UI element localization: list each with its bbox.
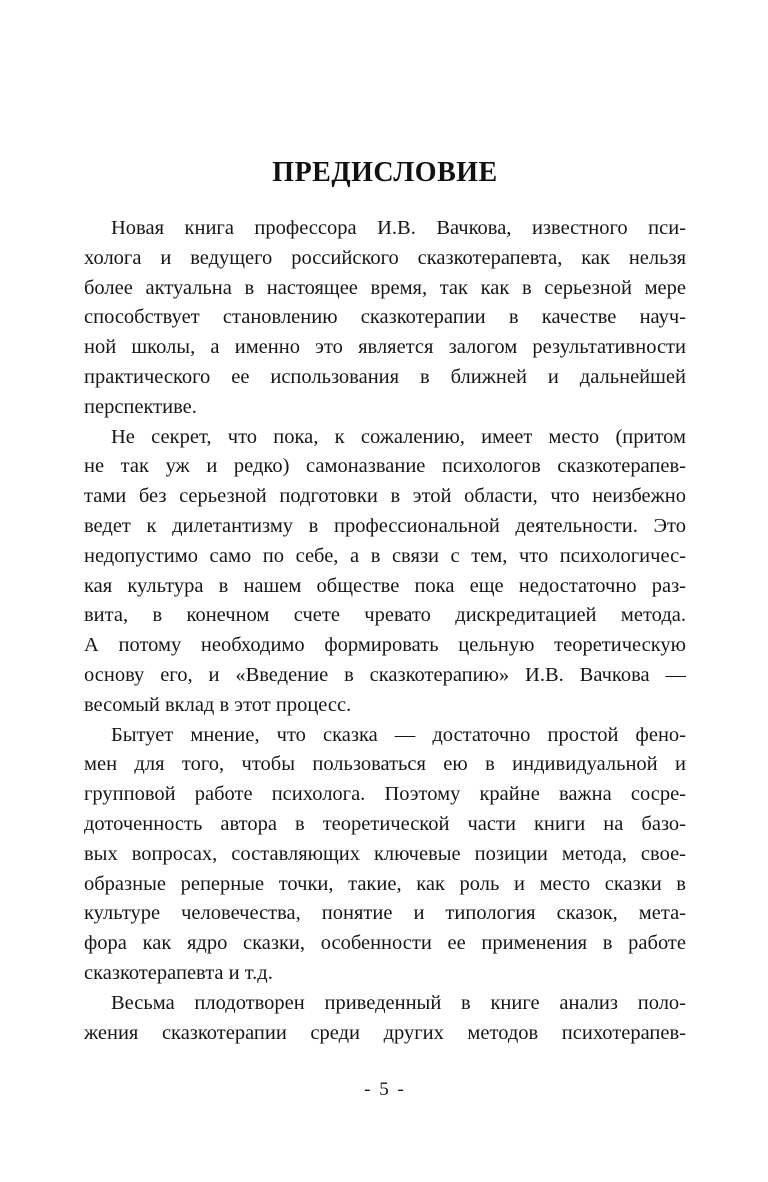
text-line: основу его, и «Введение в сказкотерапию» И.В. Вачкова — bbox=[84, 663, 686, 686]
page-title: ПРЕДИСЛОВИЕ bbox=[272, 157, 498, 188]
text-line: весомый вклад в этот процесс. bbox=[84, 693, 352, 716]
text-line: фора как ядро сказки, особенности ее применения в работе bbox=[84, 932, 686, 955]
page-number: - 5 - bbox=[364, 1079, 406, 1101]
text-line: холога и ведущего российского сказкотерапевта, как нельзя bbox=[84, 246, 686, 269]
text-line: более актуальна в настоящее время, так как в серьезной мере bbox=[84, 276, 686, 299]
text-line: Весьма плодотворен приведенный в книге анализ поло- bbox=[111, 991, 686, 1014]
text-line: способствует становлению сказкотерапии в качестве науч- bbox=[84, 306, 686, 329]
text-line: кая культура в нашем обществе пока еще недостаточно раз- bbox=[84, 574, 686, 597]
text-line: практического ее использования в ближней и дальнейшей bbox=[84, 365, 686, 388]
text-line: доточенность автора в теоретической части книги на базо- bbox=[84, 812, 686, 835]
text-line: культуре человечества, понятие и типология сказок, мета- bbox=[84, 902, 686, 925]
text-line: недопустимо само по себе, а в связи с тем, что психологичес- bbox=[84, 544, 686, 567]
text-line: не так уж и редко) самоназвание психологов сказкотерапев- bbox=[84, 455, 686, 478]
text-line: перспективе. bbox=[84, 395, 197, 418]
text-line: вых вопросах, составляющих ключевые позиции метода, свое- bbox=[84, 842, 686, 865]
text-line: тами без серьезной подготовки в этой области, что неизбежно bbox=[84, 485, 686, 508]
text-body bbox=[84, 214, 686, 1048]
text-line: мен для того, чтобы пользоваться ею в индивидуальной и bbox=[84, 753, 686, 776]
text-line: жения сказкотерапии среди других методов психотерапев- bbox=[84, 1021, 686, 1044]
text-line: Не секрет, что пока, к сожалению, имеет место (притом bbox=[111, 425, 686, 448]
text-line: сказкотерапевта и т.д. bbox=[84, 961, 273, 984]
text-line: А потому необходимо формировать цельную теоретическую bbox=[84, 634, 686, 657]
text-line: ведет к дилетантизму в профессиональной деятельности. Это bbox=[84, 514, 686, 537]
text-line: вита, в конечном счете чревато дискредитацией метода. bbox=[84, 604, 686, 627]
text-line: образные реперные точки, такие, как роль и место сказки в bbox=[84, 872, 686, 895]
text-line: групповой работе психолога. Поэтому крайне важна сосре- bbox=[84, 783, 686, 806]
text-line: Бытует мнение, что сказка — достаточно простой фено- bbox=[111, 723, 686, 746]
text-line: ной школы, а именно это является залогом результативности bbox=[84, 336, 686, 359]
text-line: Новая книга профессора И.В. Вачкова, известного пси- bbox=[111, 217, 686, 239]
